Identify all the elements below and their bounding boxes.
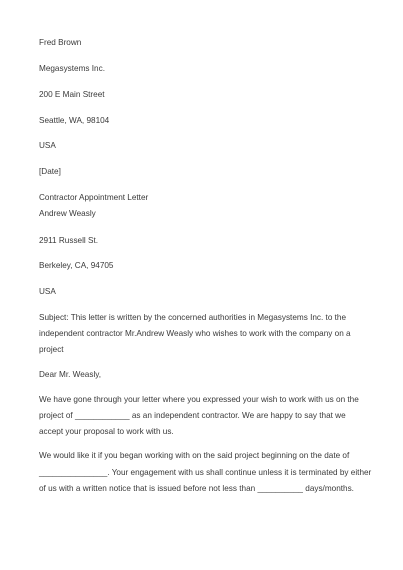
recipient-country: USA (39, 287, 56, 296)
recipient-name: Andrew Weasly (39, 209, 96, 218)
paragraph2-line-1: We would like it if you began working with on the said project beginning on the date of (39, 451, 350, 460)
sender-city: Seattle, WA, 98104 (39, 116, 110, 125)
paragraph1-line-2: project of ____________ as an independent contractor. We are happy to say that we (39, 411, 346, 420)
sender-name: Fred Brown (39, 38, 82, 47)
subject-line-1: Subject: This letter is written by the concerned authorities in Megasystems Inc. to the (39, 313, 347, 322)
sender-company: Megasystems Inc. (39, 64, 105, 73)
letter-title: Contractor Appointment Letter (39, 193, 149, 202)
recipient-city: Berkeley, CA, 94705 (39, 261, 114, 270)
letter-date: [Date] (39, 167, 61, 176)
subject-line-3: project (39, 345, 64, 354)
paragraph1-line-1: We have gone through your letter where you expressed your wish to work with us on the (39, 395, 359, 404)
sender-country: USA (39, 141, 56, 150)
paragraph2-line-2: _______________. Your engagement with us shall continue unless it is terminated by either (39, 468, 372, 477)
subject-line-2: independent contractor Mr.Andrew Weasly who wishes to work with the company on a (39, 329, 351, 338)
paragraph2-line-3: of us with a written notice that is issued before not less than __________ days/months. (39, 484, 354, 493)
paragraph1-line-3: accept your proposal to work with us. (39, 427, 174, 436)
sender-street: 200 E Main Street (39, 90, 105, 99)
recipient-street: 2911 Russell St. (39, 236, 99, 245)
salutation: Dear Mr. Weasly, (39, 370, 102, 379)
